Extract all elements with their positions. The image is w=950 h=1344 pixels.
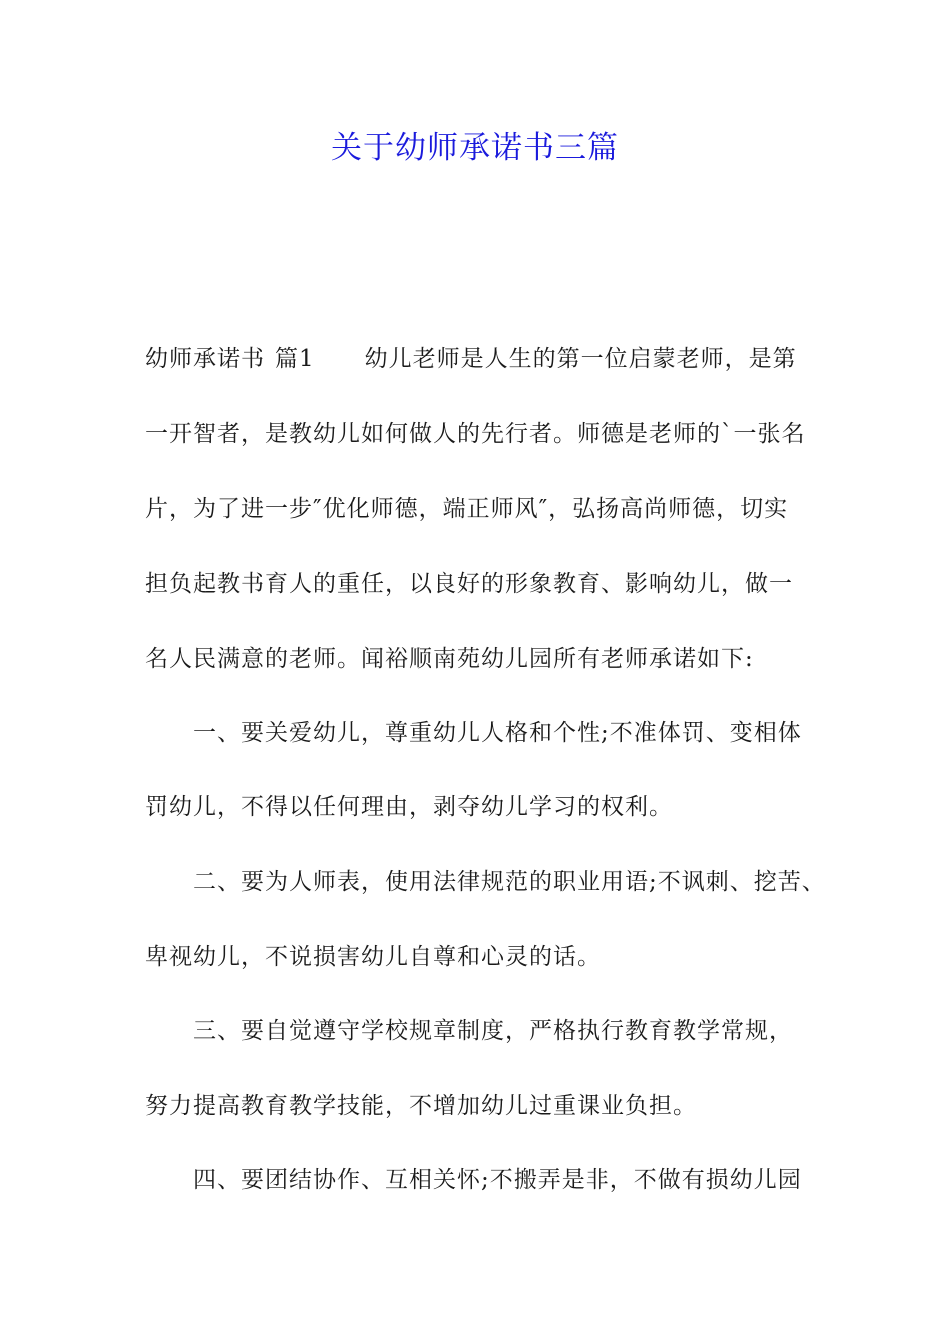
paragraph-line-6: 一、要关爱幼儿，尊重幼儿人格和个性;不准体罚、变相体 bbox=[193, 720, 802, 746]
paragraph-line-4: 担负起教书育人的重任，以良好的形象教育、影响幼儿，做一 bbox=[145, 571, 793, 597]
paragraph-line-2: 一开智者，是教幼儿如何做人的先行者。师德是老师的`一张名 bbox=[145, 421, 806, 447]
section-number: 篇1 bbox=[275, 346, 315, 372]
paragraph-line-7: 罚幼儿，不得以任何理由，剥夺幼儿学习的权利。 bbox=[145, 794, 673, 820]
line-text: 幼儿老师是人生的第一位启蒙老师，是第 bbox=[364, 346, 797, 372]
document-title: 关于幼师承诺书三篇 bbox=[331, 130, 619, 166]
paragraph-line-12: 四、要团结协作、互相关怀;不搬弄是非，不做有损幼儿园 bbox=[193, 1167, 802, 1193]
paragraph-line-11: 努力提高教育教学技能，不增加幼儿过重课业负担。 bbox=[145, 1093, 697, 1119]
paragraph-line-3: 片，为了进一步″优化师德，端正师风″，弘扬高尚师德，切实 bbox=[145, 496, 789, 522]
paragraph-line-10: 三、要自觉遵守学校规章制度，严格执行教育教学常规， bbox=[193, 1018, 793, 1044]
paragraph-line-9: 卑视幼儿，不说损害幼儿自尊和心灵的话。 bbox=[145, 944, 601, 970]
section-heading: 幼师承诺书 bbox=[145, 346, 265, 372]
paragraph-line-1 bbox=[145, 343, 835, 375]
paragraph-line-5: 名人民满意的老师。闻裕顺南苑幼儿园所有老师承诺如下: bbox=[145, 646, 754, 672]
paragraph-line-8: 二、要为人师表，使用法律规范的职业用语;不讽刺、挖苦、 bbox=[193, 869, 826, 895]
